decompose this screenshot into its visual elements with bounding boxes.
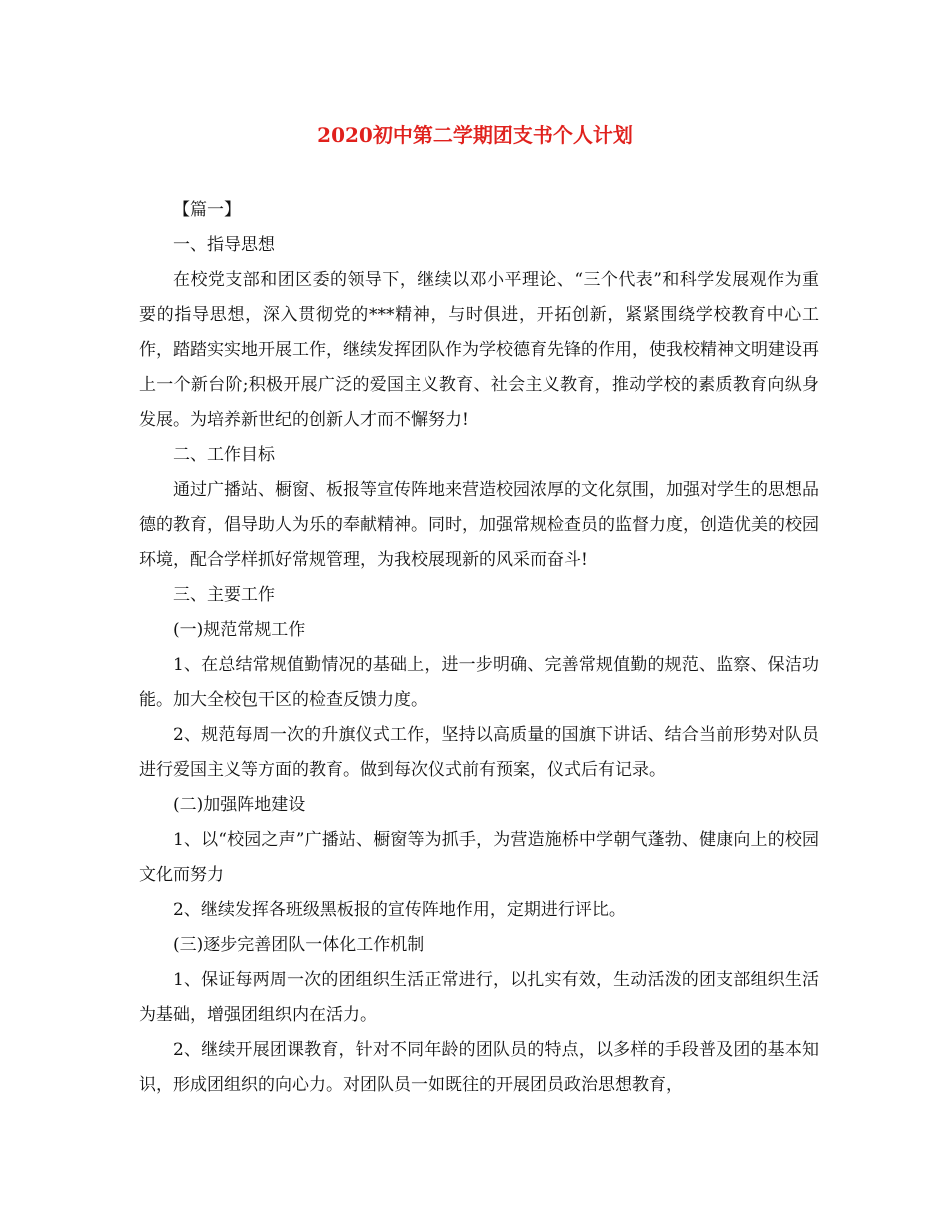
item-blackboard: 2、继续发挥各班级黑板报的宣传阵地作用，定期进行评比。 bbox=[173, 900, 626, 920]
item-routine-duty: 1、在总结常规值勤情况的基础上，进一步明确、完善常规值勤的规范、监察、保洁功能。加大全校包干区的检查反馈力度。 bbox=[139, 655, 819, 710]
subheading-routine-work: (一)规范常规工作 bbox=[173, 620, 306, 640]
paragraph-work-goals: 通过广播站、橱窗、板报等宣传阵地来营造校园浓厚的文化氛围，加强对学生的思想品德的教育，倡导助人为乐的奉献精神。同时，加强常规检查员的监督力度，创造优美的校园环境，配合学样抓好常规管理，为我校展现新的风采而奋斗! bbox=[139, 480, 819, 570]
item-flag-ceremony: 2、规范每周一次的升旗仪式工作，坚持以高质量的国旗下讲话、结合当前形势对队员进行爱国主义等方面的教育。做到每次仪式前有预案，仪式后有记录。 bbox=[139, 725, 819, 780]
subheading-position-building: (二)加强阵地建设 bbox=[173, 795, 306, 815]
item-campus-voice: 1、以“校园之声”广播站、橱窗等为抓手，为营造施桥中学朝气蓬勃、健康向上的校园文化而努力 bbox=[139, 830, 819, 885]
item-league-life: 1、保证每两周一次的团组织生活正常进行，以扎实有效，生动活泼的团支部组织生活为基础，增强团组织内在活力。 bbox=[139, 970, 819, 1025]
item-league-class: 2、继续开展团课教育，针对不同年龄的团队员的特点，以多样的手段普及团的基本知识，形成团组织的向心力。对团队员一如既往的开展团员政治思想教育， bbox=[139, 1040, 819, 1095]
subheading-integration-mechanism: (三)逐步完善团队一体化工作机制 bbox=[173, 935, 425, 955]
heading-guiding-ideology: 一、指导思想 bbox=[173, 235, 275, 255]
paragraph-guiding-ideology: 在校党支部和团区委的领导下，继续以邓小平理论、“三个代表”和科学发展观作为重要的指导思想，深入贯彻党的***精神，与时俱进，开拓创新，紧紧围绕学校教育中心工作，踏踏实实地开展工作，继续发挥团队作为学校德育先锋的作用，使我校精神文明建设再上一个新台阶;积极开展广泛的爱国主义教育、社会主义教育，推动学校的素质教育向纵身发展。为培养新世纪的创新人才而不懈努力! bbox=[139, 270, 819, 430]
heading-work-goals: 二、工作目标 bbox=[173, 445, 275, 465]
document-body bbox=[139, 193, 819, 1103]
section-heading-part-one: 【篇一】 bbox=[173, 200, 241, 220]
heading-main-work: 三、主要工作 bbox=[173, 585, 275, 605]
document-title: 2020初中第二学期团支书个人计划 bbox=[317, 123, 633, 147]
